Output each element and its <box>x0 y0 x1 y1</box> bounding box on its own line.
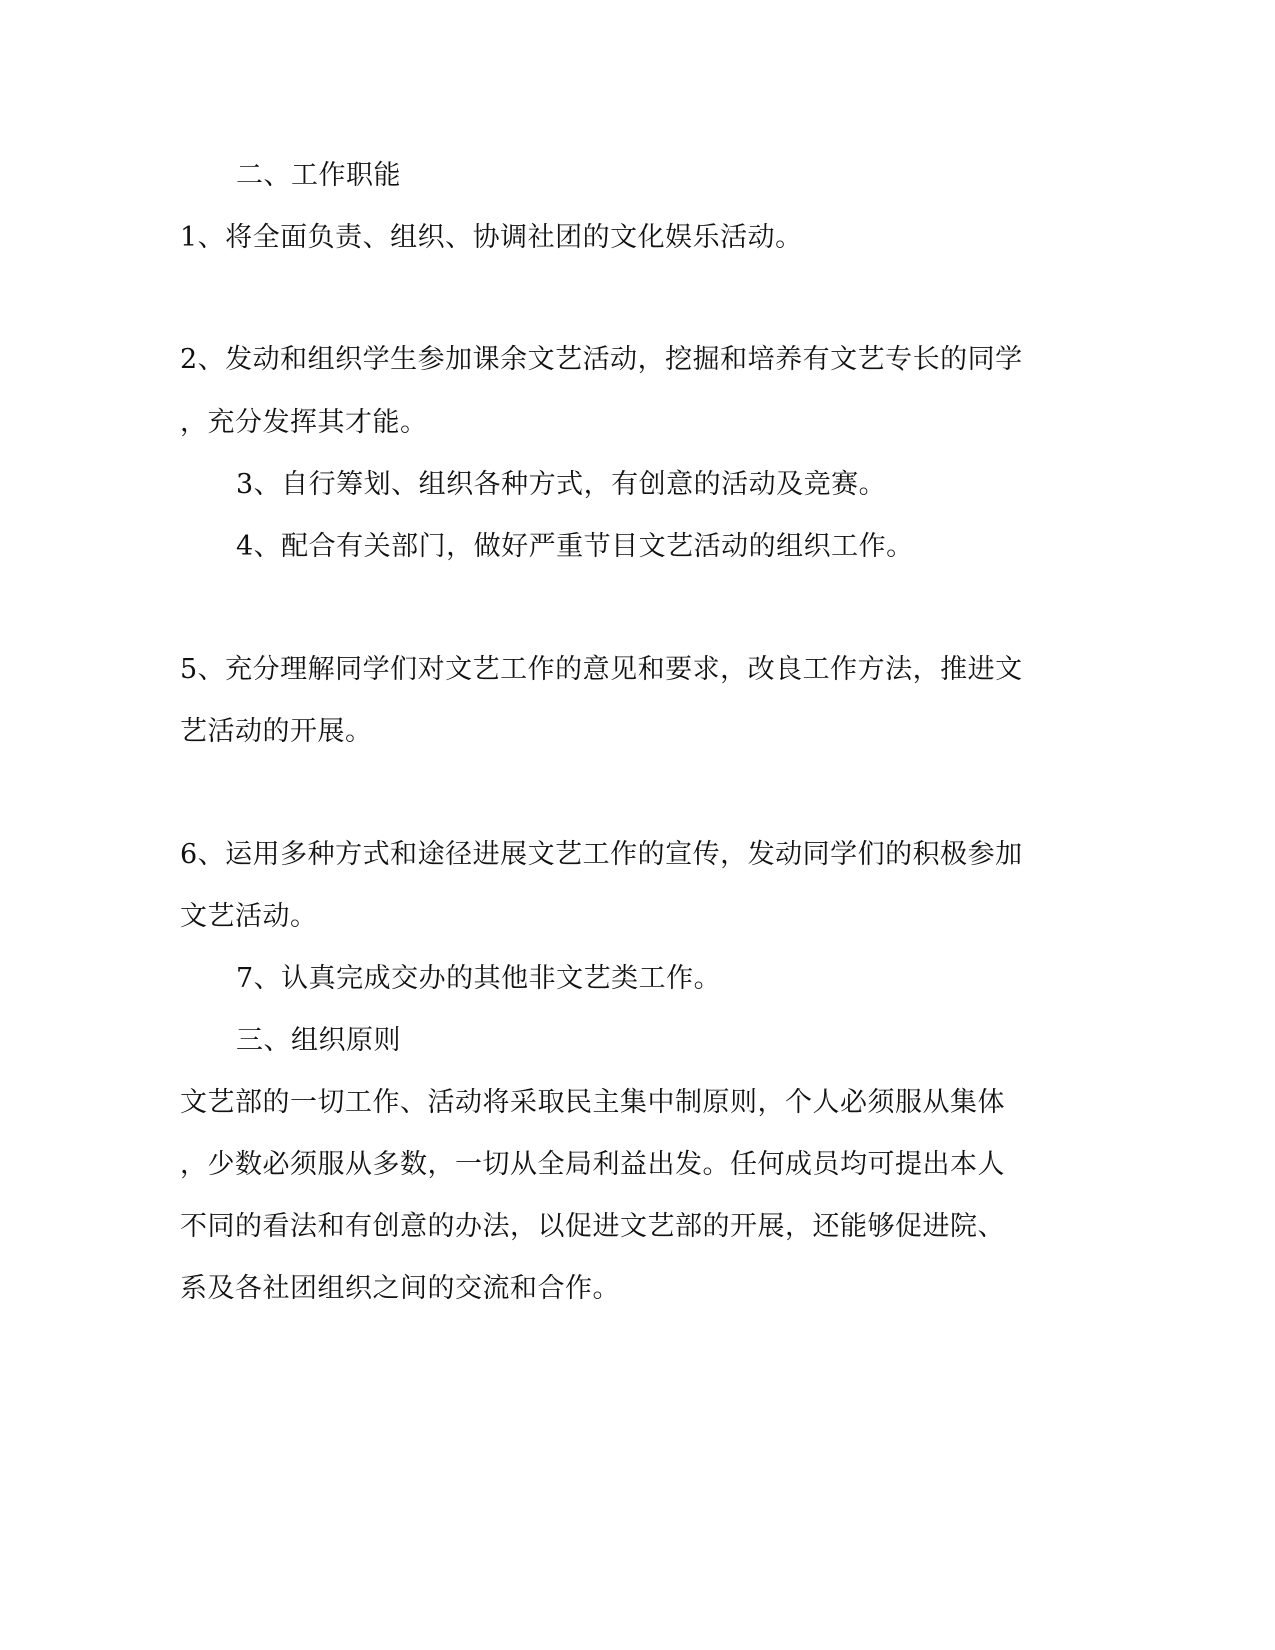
paragraph-line: ，少数必须服从多数，一切从全局利益出发。任何成员均可提出本人 <box>180 1149 1005 1180</box>
paragraph-line: 5、充分理解同学们对文艺工作的意见和要求，改良工作方法，推进文 <box>180 654 1023 685</box>
paragraph-line: 2、发动和组织学生参加课余文艺活动，挖掘和培养有文艺专长的同学 <box>180 344 1023 375</box>
paragraph-line: 系及各社团组织之间的交流和合作。 <box>180 1273 620 1304</box>
paragraph-line: 文艺活动。 <box>180 901 318 932</box>
paragraph-line: 1、将全面负责、组织、协调社团的文化娱乐活动。 <box>180 222 803 253</box>
paragraph-line: 6、运用多种方式和途径进展文艺工作的宣传，发动同学们的积极参加 <box>180 839 1023 870</box>
paragraph-line: 艺活动的开展。 <box>180 716 373 747</box>
paragraph-line: 文艺部的一切工作、活动将采取民主集中制原则，个人必须服从集体 <box>180 1087 1005 1118</box>
paragraph-line: 7、认真完成交办的其他非文艺类工作。 <box>236 963 722 994</box>
paragraph-line: ，充分发挥其才能。 <box>180 407 428 438</box>
section-heading-work-functions: 二、工作职能 <box>236 160 401 191</box>
paragraph-line: 4、配合有关部门，做好严重节目文艺活动的组织工作。 <box>236 531 914 562</box>
paragraph-line: 不同的看法和有创意的办法，以促进文艺部的开展，还能够促进院、 <box>180 1211 1005 1242</box>
paragraph-line: 3、自行筹划、组织各种方式，有创意的活动及竞赛。 <box>236 469 887 500</box>
section-heading-organization-principles: 三、组织原则 <box>236 1025 401 1056</box>
